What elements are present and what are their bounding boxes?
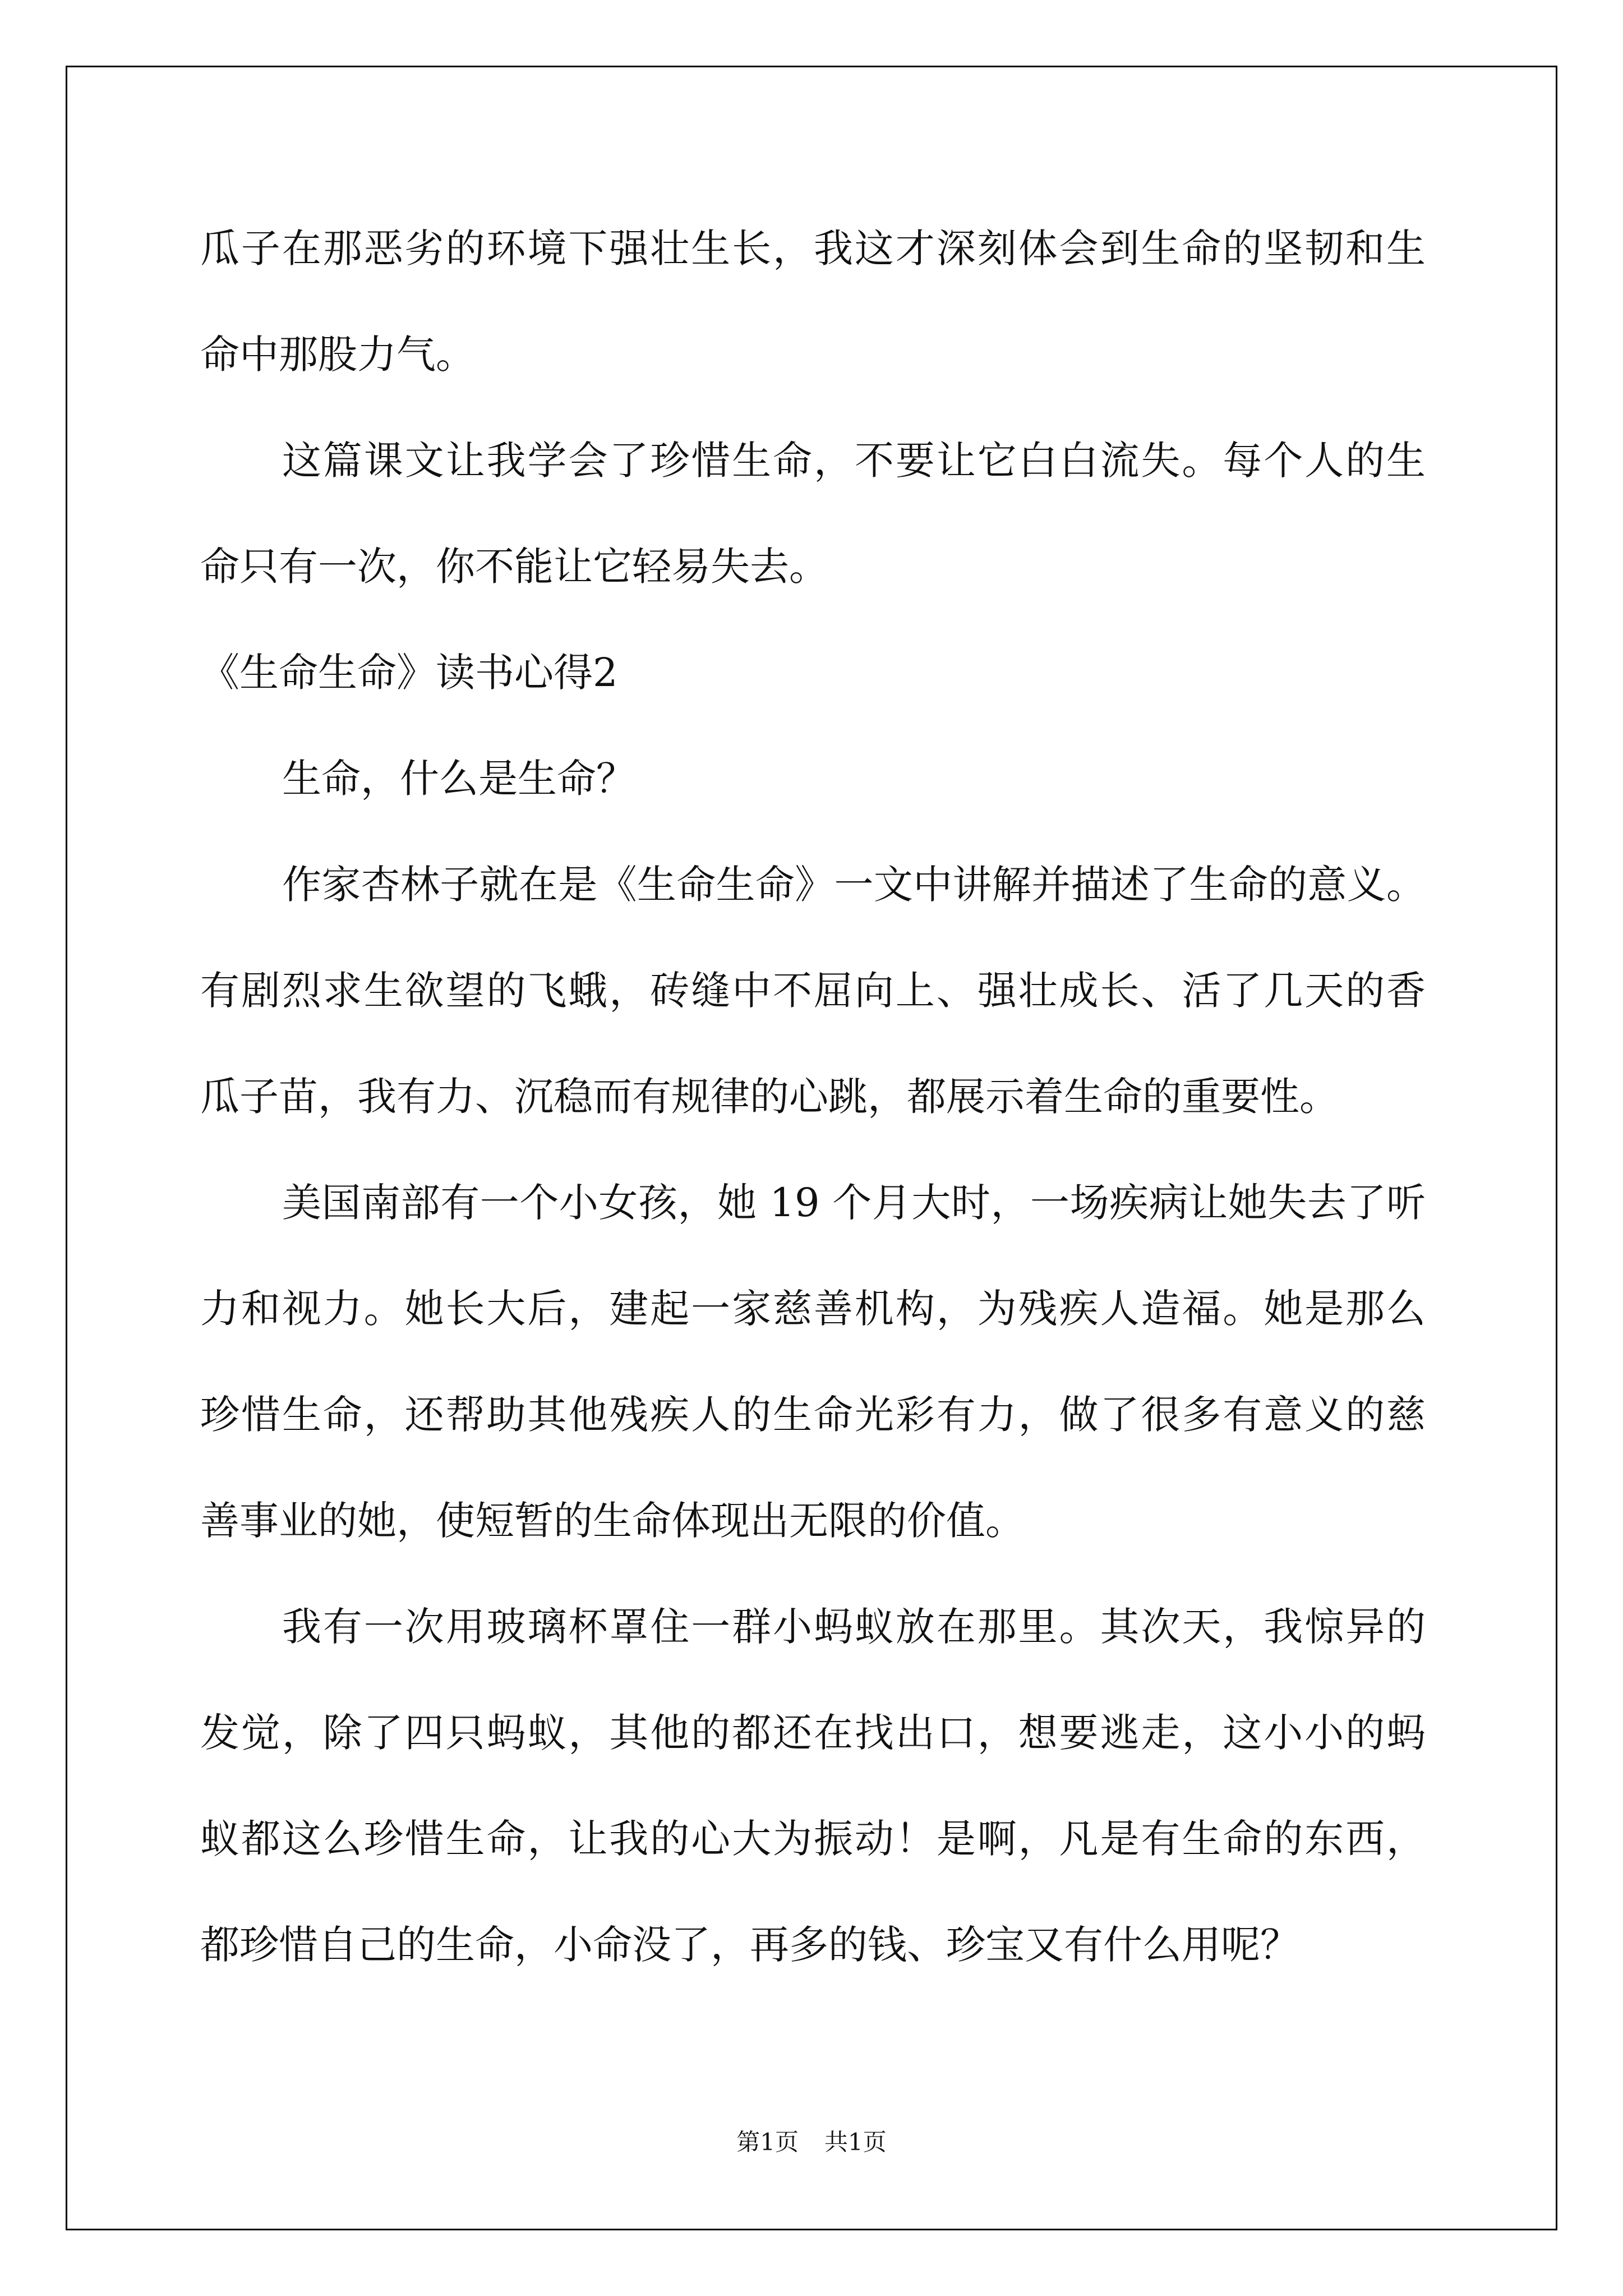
text-line: 珍惜生命，还帮助其他残疾人的生命光彩有力，做了很多有意义的慈 [200, 1392, 1426, 1438]
section-heading [200, 620, 1426, 726]
page-number-current: 第1页 [736, 2128, 799, 2156]
text-line: 有剧烈求生欲望的飞蛾，砖缝中不屈向上、强壮成长、活了几天的香 [200, 968, 1426, 1014]
text-line: 善事业的她，使短暂的生命体现出无限的价值。 [200, 1498, 1025, 1544]
text-line: 作家杏林子就在是《生命生命》一文中讲解并描述了生命的意义。 [282, 862, 1426, 908]
page-number-total: 共1页 [824, 2128, 887, 2156]
paragraph [200, 196, 1426, 408]
text-line: 这篇课文让我学会了珍惜生命，不要让它白白流失。每个人的生 [282, 438, 1426, 484]
paragraph [200, 832, 1426, 1150]
heading-text: 《生命生命》读书心得2 [200, 650, 618, 696]
page-footer [0, 2128, 1623, 2156]
paragraph [200, 1574, 1426, 1998]
paragraph [200, 1150, 1426, 1574]
text-line: 力和视力。她长大后，建起一家慈善机构，为残疾人造福。她是那么 [200, 1286, 1426, 1332]
text-line: 命中那股力气。 [200, 332, 475, 378]
text-line: 蚁都这么珍惜生命，让我的心大为振动！是啊，凡是有生命的东西， [200, 1816, 1426, 1862]
document-body [200, 196, 1426, 1998]
text-line: 瓜子苗，我有力、沉稳而有规律的心跳，都展示着生命的重要性。 [200, 1074, 1339, 1120]
paragraph [200, 726, 1426, 832]
text-line: 瓜子在那恶劣的环境下强壮生长，我这才深刻体会到生命的坚韧和生 [200, 226, 1426, 272]
paragraph [200, 408, 1426, 620]
text-line: 命只有一次，你不能让它轻易失去。 [200, 544, 828, 590]
text-line: 我有一次用玻璃杯罩住一群小蚂蚁放在那里。其次天，我惊异的 [282, 1604, 1426, 1650]
text-line: 美国南部有一个小女孩，她 19 个月大时，一场疾病让她失去了听 [282, 1180, 1426, 1226]
text-line: 生命，什么是生命？ [282, 756, 635, 802]
text-line: 发觉，除了四只蚂蚁，其他的都还在找出口，想要逃走，这小小的蚂 [200, 1710, 1426, 1756]
text-line: 都珍惜自己的生命，小命没了，再多的钱、珍宝又有什么用呢？ [200, 1922, 1299, 1968]
